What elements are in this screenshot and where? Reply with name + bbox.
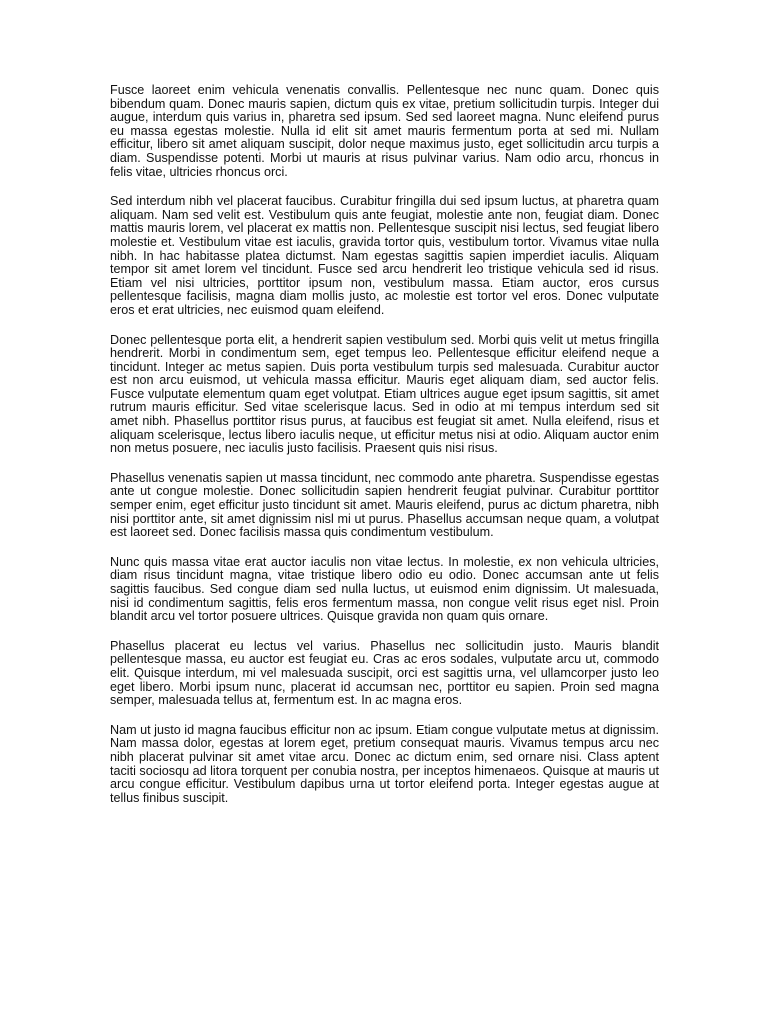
paragraph-7: Nam ut justo id magna faucibus efficitur non ac ipsum. Etiam congue vulputate metus at dignissim. Nam massa dolor, egestas at lorem eget, pretium consequat mauris. Vivamus tempus arcu nec nibh placerat pulvinar sit amet vitae arcu. Donec ac dictum enim, sed ornare nisi. Class aptent taciti sociosqu ad litora torquent per conubia nostra, per inceptos himenaeos. Quisque at mauris ut arcu congue efficitur. Vestibulum dapibus urna ut tortor eleifend porta. Integer egestas augue at tellus finibus suscipit. <box>110 722 659 805</box>
paragraph-6: Phasellus placerat eu lectus vel varius. Phasellus nec sollicitudin justo. Mauris blandit pellentesque massa, eu auctor est feugiat eu. Cras ac eros sodales, vulputate arcu ut, commodo elit. Quisque interdum, mi vel malesuada suscipit, orci est sagittis urna, vel ullamcorper justo leo eget libero. Morbi ipsum nunc, placerat id accumsan nec, porttitor eu sapien. Proin sed magna semper, malesuada tellus at, fermentum est. In ac magna eros. <box>110 638 659 708</box>
paragraph-3: Donec pellentesque porta elit, a hendrerit sapien vestibulum sed. Morbi quis velit ut metus fringilla hendrerit. Morbi in condimentum sem, eget tempus leo. Pellentesque efficitur eleifend neque a tincidunt. Integer ac metus sapien. Duis porta vestibulum turpis sed malesuada. Curabitur auctor est non arcu euismod, ut vehicula massa efficitur. Mauris eget aliquam diam, sed auctor felis. Fusce vulputate elementum quam eget volutpat. Etiam ultrices augue eget ipsum sagittis, sit amet rutrum mauris efficitur. Sed vitae scelerisque lacus. Sed in odio at mi tempus interdum sed sit amet nibh. Phasellus porttitor risus purus, at faucibus est feugiat sit amet. Nulla eleifend, risus et aliquam scelerisque, lectus libero iaculis neque, ut efficitur metus nisi at odio. Aliquam auctor enim non metus posuere, nec iaculis justo facilisis. Praesent quis nisi risus. <box>110 332 659 456</box>
paragraph-2: Sed interdum nibh vel placerat faucibus. Curabitur fringilla dui sed ipsum luctus, at pharetra quam aliquam. Nam sed velit est. Vestibulum quis ante feugiat, molestie ante non, feugiat diam. Donec mattis mauris lorem, vel placerat ex mattis non. Pellentesque suscipit nisi lectus, sed feugiat libero molestie et. Vestibulum vitae est iaculis, gravida tortor quis, vestibulum tortor. Vivamus vitae nulla nibh. In hac habitasse platea dictumst. Nam egestas sagittis sapien imperdiet iaculis. Aliquam tempor sit amet lorem vel tincidunt. Fusce sed arcu hendrerit leo tristique vehicula sed id risus. Etiam vel nisi ultricies, porttitor ipsum non, vestibulum massa. Etiam auctor, eros cursus pellentesque facilisis, magna diam mollis justo, ac molestie est tortor vel eros. Donec vulputate eros et erat ultricies, nec euismod quam eleifend. <box>110 194 659 317</box>
paragraph-5: Nunc quis massa vitae erat auctor iaculis non vitae lectus. In molestie, ex non vehicula ultricies, diam risus tincidunt magna, vitae tristique libero odio eu odio. Donec accumsan ante ut felis sagittis faucibus. Sed congue diam sed nulla luctus, ut euismod enim dignissim. Ut malesuada, nisi id condimentum sagittis, felis eros fermentum massa, non congue velit risus eget nisl. Proin blandit arcu vel tortor posuere ultrices. Quisque gravida non quam quis ornare. <box>110 554 659 624</box>
paragraph-4: Phasellus venenatis sapien ut massa tincidunt, nec commodo ante pharetra. Suspendisse egestas ante ut congue molestie. Donec sollicitudin sapien hendrerit feugiat pulvinar. Curabitur porttitor semper enim, eget efficitur justo tincidunt sit amet. Mauris eleifend, purus ac dictum pharetra, nibh nisi porttitor ante, sit amet dignissim nisl mi ut purus. Phasellus accumsan neque quam, a volutpat est laoreet sed. Donec facilisis massa quis condimentum vestibulum. <box>110 470 659 540</box>
document-body <box>110 84 659 821</box>
paragraph-1: Fusce laoreet enim vehicula venenatis convallis. Pellentesque nec nunc quam. Donec quis bibendum quam. Donec mauris sapien, dictum quis ex vitae, pretium sollicitudin turpis. Integer dui augue, interdum quis varius in, pharetra sed ipsum. Sed sed laoreet magna. Nunc eleifend purus eu massa egestas molestie. Nulla id elit sit amet mauris fermentum porta at sed mi. Nullam efficitur, libero sit amet aliquam suscipit, dolor neque maximus justo, eget sollicitudin arcu turpis a diam. Suspendisse potenti. Morbi ut mauris at risus pulvinar varius. Nam odio arcu, rhoncus in felis vitae, ultricies rhoncus orci. <box>110 83 659 179</box>
